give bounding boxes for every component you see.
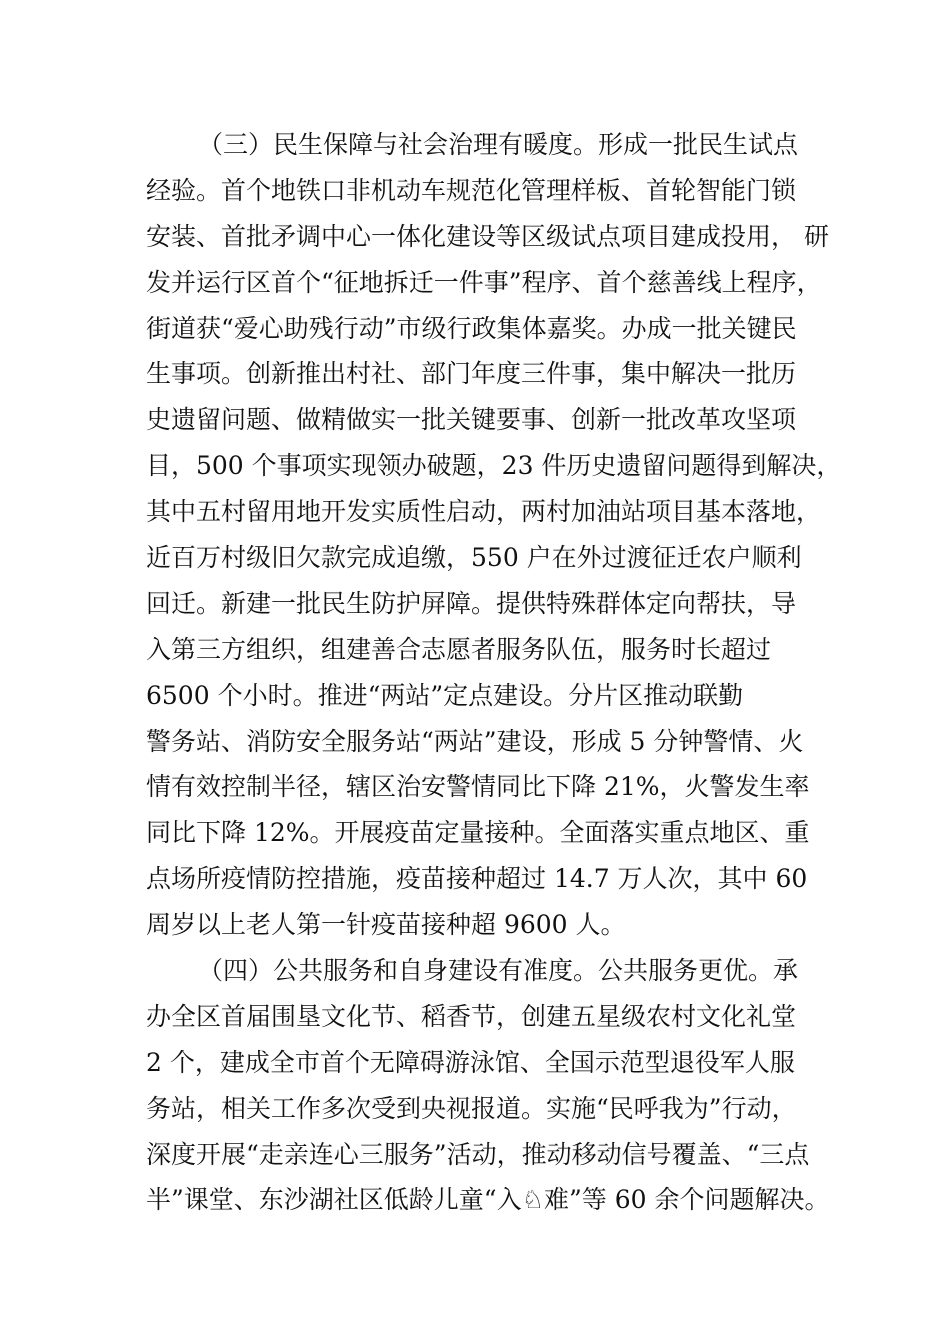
text-line-6: 生事项。创新推出村社、部门年度三件事，集中解决一批历 [146, 359, 797, 389]
text-line-18: 周岁以上老人第一针疫苗接种超 9600 人。 [146, 910, 626, 940]
text-line-22: 务站，相关工作多次受到央视报道。实施“民呼我为”行动， [146, 1093, 797, 1123]
text-line-15: 情有效控制半径，辖区治安警情同比下降 21%，火警发生率 [146, 772, 810, 802]
text-line-17: 点场所疫情防控措施，疫苗接种超过 14.7 万人次，其中 60 [146, 864, 808, 894]
text-line-8: 目，500 个事项实现领办破题，23 件历史遗留问题得到解决， [146, 451, 842, 481]
text-line-12: 入第三方组织，组建善合志愿者服务队伍，服务时长超过 [146, 634, 772, 664]
text-line-21: 2 个，建成全市首个无障碍游泳馆、全国示范型退役军人服 [146, 1047, 795, 1077]
text-line-3: 安装、首批矛调中心一体化建设等区级试点项目建成投用， 研 [146, 221, 829, 251]
text-line-7: 史遗留问题、做精做实一批关键要事、创新一批改革攻坚项 [146, 405, 797, 435]
text-line-13: 6500 个小时。推进“两站”定点建设。分片区推动联勤 [146, 680, 744, 710]
text-line-19: （四）公共服务和自身建设有准度。公共服务更优。承 [198, 956, 799, 986]
text-line-2: 经验。首个地铁口非机动车规范化管理样板、首轮智能门锁 [146, 175, 797, 205]
text-line-4: 发并运行区首个“征地拆迁一件事”程序、首个慈善线上程序， [146, 267, 822, 297]
text-line-11: 回迁。新建一批民生防护屏障。提供特殊群体定向帮扶，导 [146, 588, 797, 618]
text-line-9: 其中五村留用地开发实质性启动，两村加油站项目基本落地， [146, 497, 822, 527]
text-line-16: 同比下降 12%。开展疫苗定量接种。全面落实重点地区、重 [146, 818, 810, 848]
text-line-1: （三）民生保障与社会治理有暖度。形成一批民生试点 [198, 130, 799, 159]
text-line-10: 近百万村级旧欠款完成追缴，550 户在外过渡征迁农户顺利 [146, 543, 802, 573]
text-line-24: 半”课堂、东沙湖社区低龄儿童“入♘难”等 60 余个问题解决。 [146, 1185, 830, 1215]
text-line-23: 深度开展“走亲连心三服务”活动，推动移动信号覆盖、“三点 [146, 1139, 810, 1169]
text-line-5: 街道获“爱心助残行动”市级行政集体嘉奖。办成一批关键民 [146, 313, 797, 343]
text-line-14: 警务站、消防安全服务站“两站”建设，形成 5 分钟警情、火 [146, 726, 804, 756]
body-text [146, 122, 846, 1223]
text-line-20: 办全区首届围垦文化节、稻香节，创建五星级农村文化礼堂 [146, 1001, 797, 1031]
